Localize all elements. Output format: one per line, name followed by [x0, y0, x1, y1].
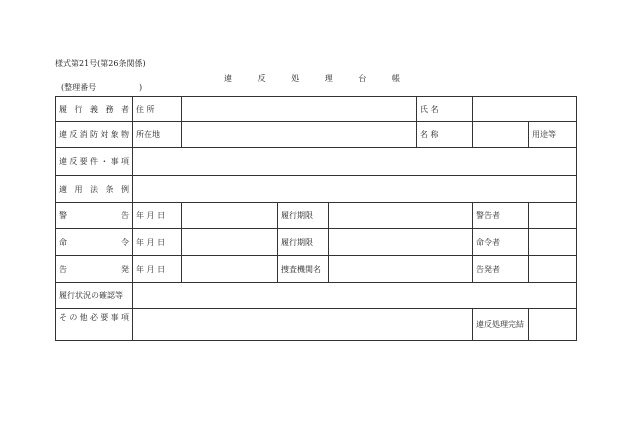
row-confirm: [56, 283, 577, 309]
target-name-label: 名 称: [417, 122, 473, 148]
warning-deadline-label: 履行期限: [278, 203, 329, 229]
location-field[interactable]: [182, 122, 417, 148]
target-name-field[interactable]: [473, 122, 529, 148]
order-deadline-field[interactable]: [329, 229, 473, 256]
warning-label: [56, 203, 133, 229]
violation-label-text: 違 反 要 件 ・ 事 項: [59, 157, 129, 166]
title-char: 帳: [391, 74, 400, 83]
confirm-label: 履行状況の確認等: [56, 283, 133, 309]
row-order: [56, 229, 577, 256]
use-label: 用途等: [529, 122, 577, 148]
serial-number-open: (整理番号: [61, 83, 97, 92]
title-char: 台: [358, 74, 367, 83]
row-violation: [56, 148, 577, 176]
violation-label: [56, 148, 133, 176]
report-issuer-field[interactable]: [529, 256, 577, 283]
report-date-field[interactable]: [182, 256, 278, 283]
report-label-text: 告 発: [59, 264, 129, 274]
warning-label-text: 警 告: [59, 211, 129, 220]
report-label: [56, 256, 133, 283]
complete-field[interactable]: [529, 309, 577, 341]
title-char: 反: [257, 74, 266, 83]
order-deadline-label: 履行期限: [278, 229, 329, 256]
target-label-text: 違 反 消 防 対 象 物: [59, 130, 129, 139]
location-label: 所在地: [133, 122, 182, 148]
order-issuer-label: 命令者: [473, 229, 529, 256]
order-label: [56, 229, 133, 256]
order-issuer-field[interactable]: [529, 229, 577, 256]
order-date-field[interactable]: [182, 229, 278, 256]
target-label: [56, 122, 133, 148]
row-report: [56, 256, 577, 283]
order-label-text: 命 令: [59, 237, 129, 247]
report-issuer-label: 告発者: [473, 256, 529, 283]
warning-issuer-label: 警告者: [473, 203, 529, 229]
complete-label: 違反処理完結: [473, 309, 529, 341]
serial-number-close: ): [139, 83, 143, 92]
row-obligor: [56, 97, 577, 122]
title-char: 違: [224, 74, 232, 83]
order-date-label: 年 月 日: [133, 229, 182, 256]
address-field[interactable]: [182, 97, 417, 122]
confirm-field[interactable]: [133, 283, 577, 309]
row-other: [56, 309, 577, 341]
obligor-label-text: 履 行 義 務 者: [59, 104, 129, 114]
row-law: [56, 176, 577, 203]
violation-field[interactable]: [133, 148, 577, 176]
agency-label: 捜査機関名: [278, 256, 329, 283]
report-date-label: 年 月 日: [133, 256, 182, 283]
title-char: 処: [291, 74, 300, 83]
other-label: [56, 309, 133, 341]
law-label-text: 適 用 法 条 例: [59, 184, 129, 194]
ledger-title: [224, 73, 400, 84]
warning-issuer-field[interactable]: [529, 203, 577, 229]
warning-date-label: 年 月 日: [133, 203, 182, 229]
warning-deadline-field[interactable]: [329, 203, 473, 229]
other-label-text: そ の 他 必 要 事 項: [59, 313, 129, 322]
other-field[interactable]: [133, 309, 473, 341]
violation-ledger-table: [55, 96, 577, 341]
law-field[interactable]: [133, 176, 577, 203]
law-label: [56, 176, 133, 203]
agency-field[interactable]: [329, 256, 473, 283]
form-number: 様式第21号(第26条関係): [55, 59, 146, 68]
obligor-name-label: 氏 名: [417, 97, 473, 122]
warning-date-field[interactable]: [182, 203, 278, 229]
obligor-name-field[interactable]: [473, 97, 577, 122]
address-label: 住 所: [133, 97, 182, 122]
row-warning: [56, 203, 577, 229]
title-char: 理: [324, 74, 333, 83]
obligor-label: [56, 97, 133, 122]
row-target: [56, 122, 577, 148]
